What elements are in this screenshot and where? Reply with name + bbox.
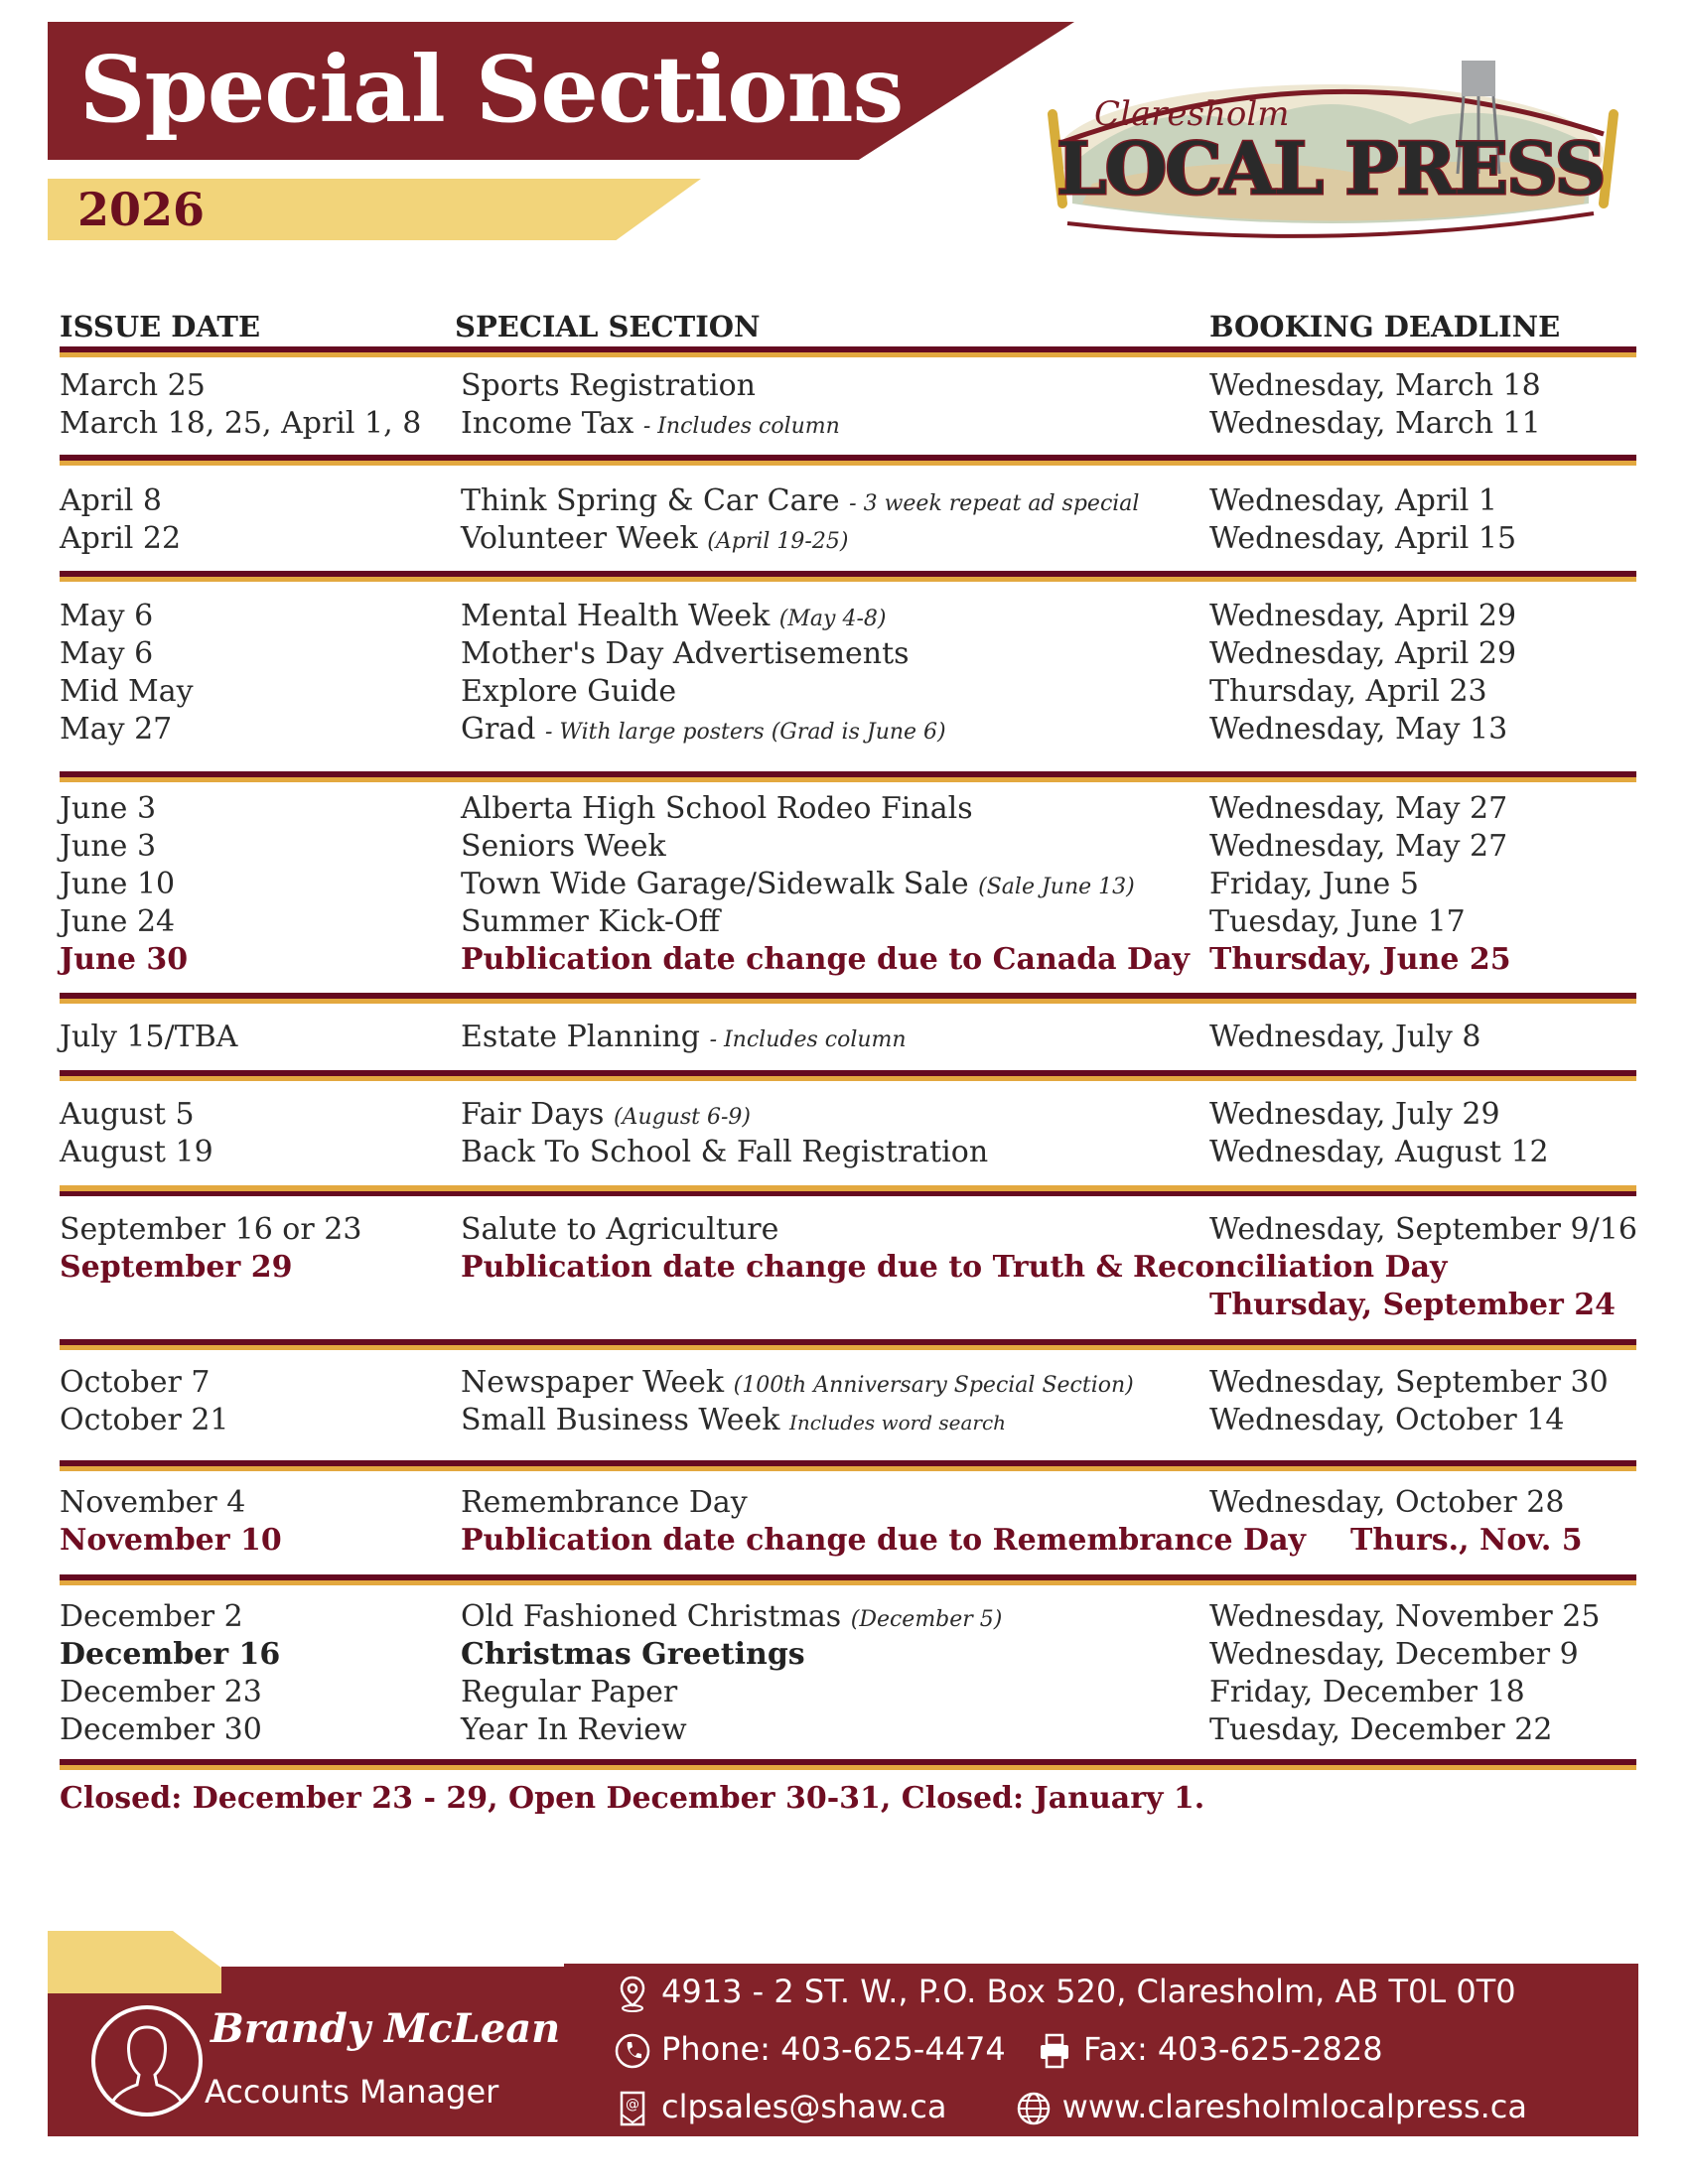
issue-date: October 7 bbox=[60, 1365, 211, 1400]
table-bottom-rule bbox=[60, 1759, 1636, 1770]
booking-deadline: Friday, June 5 bbox=[1209, 867, 1419, 901]
svg-text:@: @ bbox=[626, 2097, 639, 2113]
claresholm-local-press-logo bbox=[1033, 55, 1628, 238]
special-section: Grad - With large posters (Grad is June 6) bbox=[461, 712, 946, 747]
person-avatar-icon bbox=[91, 2005, 203, 2116]
special-section: Explore Guide bbox=[461, 674, 677, 709]
table-row bbox=[0, 405, 1688, 443]
fax-text: Fax: 403-625-2828 bbox=[1082, 2030, 1383, 2068]
special-section: Salute to Agriculture bbox=[461, 1212, 779, 1247]
group-divider bbox=[60, 993, 1636, 1004]
table-row bbox=[0, 866, 1688, 903]
phone-link[interactable]: Phone: 403-625-4474 bbox=[661, 2030, 1006, 2068]
table-row bbox=[0, 598, 1688, 635]
booking-deadline: Wednesday, December 9 bbox=[1209, 1637, 1579, 1672]
fax-icon bbox=[1036, 2031, 1073, 2071]
table-row bbox=[0, 711, 1688, 749]
section-note: (Sale June 13) bbox=[978, 875, 1135, 899]
table-row-date-change bbox=[0, 1249, 1688, 1287]
table-row bbox=[0, 1636, 1688, 1674]
special-section: Remembrance Day bbox=[461, 1485, 748, 1520]
section-note: - Includes column bbox=[642, 414, 840, 439]
booking-deadline: Wednesday, October 14 bbox=[1209, 1403, 1565, 1437]
closed-notice: Closed: December 23 - 29, Open December 30-31, Closed: January 1. bbox=[60, 1781, 1205, 1816]
booking-deadline: Wednesday, July 29 bbox=[1209, 1097, 1500, 1132]
email-web-line bbox=[614, 2087, 1527, 2128]
issue-date: December 2 bbox=[60, 1599, 243, 1634]
issue-date: August 5 bbox=[60, 1097, 195, 1132]
section-note: (December 5) bbox=[850, 1607, 1003, 1632]
booking-deadline: Wednesday, April 15 bbox=[1209, 521, 1517, 556]
phone-fax-line bbox=[614, 2029, 1383, 2071]
issue-date: November 4 bbox=[60, 1485, 246, 1520]
logo-subtitle: Claresholm bbox=[1094, 94, 1290, 134]
issue-date: May 27 bbox=[60, 712, 173, 747]
column-header-booking-deadline: BOOKING DEADLINE bbox=[1209, 310, 1561, 343]
column-header-special-section: SPECIAL SECTION bbox=[455, 310, 761, 343]
website-link[interactable]: www.claresholmlocalpress.ca bbox=[1061, 2088, 1527, 2125]
group-divider bbox=[60, 1339, 1636, 1350]
group-divider bbox=[60, 1185, 1636, 1196]
special-section: Christmas Greetings bbox=[461, 1637, 805, 1672]
group-divider bbox=[60, 771, 1636, 782]
address-line bbox=[614, 1972, 1516, 2013]
booking-deadline: Wednesday, October 28 bbox=[1209, 1485, 1565, 1520]
special-section: Mother's Day Advertisements bbox=[461, 636, 910, 671]
group-divider bbox=[60, 1070, 1636, 1081]
special-section: Old Fashioned Christmas (December 5) bbox=[461, 1599, 1003, 1634]
address-text: 4913 - 2 ST. W., P.O. Box 520, Claresholm, AB T0L 0T0 bbox=[661, 1973, 1516, 2010]
table-row bbox=[0, 1096, 1688, 1134]
booking-deadline: Thurs., Nov. 5 bbox=[1350, 1523, 1583, 1558]
table-row bbox=[0, 1019, 1688, 1056]
table-row bbox=[0, 1364, 1688, 1402]
special-section: Income Tax - Includes column bbox=[461, 406, 840, 441]
special-section: Year In Review bbox=[461, 1712, 687, 1747]
table-row bbox=[0, 1211, 1688, 1249]
booking-deadline: Wednesday, August 12 bbox=[1209, 1135, 1549, 1169]
table-row bbox=[0, 903, 1688, 941]
special-section: Volunteer Week (April 19-25) bbox=[461, 521, 849, 556]
issue-date: March 25 bbox=[60, 368, 206, 403]
special-section: Publication date change due to Remembrance Day bbox=[461, 1523, 1306, 1558]
issue-date: Mid May bbox=[60, 674, 194, 709]
table-row bbox=[0, 1598, 1688, 1636]
table-row bbox=[0, 828, 1688, 866]
booking-deadline: Wednesday, March 11 bbox=[1209, 406, 1541, 441]
table-row-date-change-deadline bbox=[0, 1287, 1688, 1324]
section-note: - Includes column bbox=[709, 1027, 907, 1052]
issue-date: August 19 bbox=[60, 1135, 213, 1169]
booking-deadline: Wednesday, May 13 bbox=[1209, 712, 1508, 747]
issue-date: May 6 bbox=[60, 636, 154, 671]
booking-deadline: Wednesday, May 27 bbox=[1209, 829, 1508, 864]
section-note: Includes word search bbox=[789, 1411, 1007, 1434]
booking-deadline: Wednesday, September 30 bbox=[1209, 1365, 1609, 1400]
table-row bbox=[0, 482, 1688, 520]
booking-deadline: Wednesday, April 29 bbox=[1209, 636, 1517, 671]
group-divider bbox=[60, 571, 1636, 582]
table-row-date-change bbox=[0, 1522, 1688, 1560]
section-note: - 3 week repeat ad special bbox=[849, 491, 1140, 516]
issue-date: December 23 bbox=[60, 1675, 262, 1709]
special-section: Think Spring & Car Care - 3 week repeat ad special bbox=[461, 483, 1140, 518]
issue-date: December 30 bbox=[60, 1712, 262, 1747]
table-row bbox=[0, 673, 1688, 711]
booking-deadline: Thursday, April 23 bbox=[1209, 674, 1487, 709]
issue-date: October 21 bbox=[60, 1403, 229, 1437]
booking-deadline: Tuesday, December 22 bbox=[1209, 1712, 1553, 1747]
group-divider bbox=[60, 455, 1636, 466]
booking-deadline: Wednesday, April 29 bbox=[1209, 599, 1517, 633]
special-section: Publication date change due to Truth & Reconciliation Day bbox=[461, 1250, 1448, 1285]
booking-deadline: Wednesday, July 8 bbox=[1209, 1020, 1481, 1054]
table-row bbox=[0, 1674, 1688, 1711]
issue-date: June 30 bbox=[60, 942, 189, 977]
special-section: Sports Registration bbox=[461, 368, 756, 403]
special-section: Regular Paper bbox=[461, 1675, 678, 1709]
contact-role: Accounts Manager bbox=[205, 2073, 499, 2111]
booking-deadline: Friday, December 18 bbox=[1209, 1675, 1525, 1709]
issue-date: June 3 bbox=[60, 791, 157, 826]
section-note: (April 19-25) bbox=[707, 529, 849, 554]
special-section: Seniors Week bbox=[461, 829, 666, 864]
table-row bbox=[0, 1402, 1688, 1439]
header-rule bbox=[60, 346, 1636, 357]
special-section: Alberta High School Rodeo Finals bbox=[461, 791, 973, 826]
group-divider bbox=[60, 1460, 1636, 1471]
issue-date: November 10 bbox=[60, 1523, 282, 1558]
issue-date: April 8 bbox=[60, 483, 163, 518]
table-row bbox=[0, 367, 1688, 405]
issue-date: September 29 bbox=[60, 1250, 293, 1285]
table-row bbox=[0, 635, 1688, 673]
section-note: (May 4-8) bbox=[778, 607, 887, 631]
booking-deadline: Wednesday, March 18 bbox=[1209, 368, 1541, 403]
booking-deadline: Wednesday, November 25 bbox=[1209, 1599, 1601, 1634]
booking-deadline: Tuesday, June 17 bbox=[1209, 904, 1466, 939]
booking-deadline: Thursday, September 24 bbox=[1209, 1288, 1616, 1322]
table-row bbox=[0, 1711, 1688, 1749]
group-divider bbox=[60, 1574, 1636, 1585]
special-section: Summer Kick-Off bbox=[461, 904, 720, 939]
special-section: Town Wide Garage/Sidewalk Sale (Sale June 13) bbox=[461, 867, 1135, 901]
special-section: Newspaper Week (100th Anniversary Special Section) bbox=[461, 1365, 1134, 1400]
table-row bbox=[0, 1134, 1688, 1171]
section-note: (100th Anniversary Special Section) bbox=[733, 1373, 1134, 1398]
issue-date: December 16 bbox=[60, 1637, 281, 1672]
issue-date: July 15/TBA bbox=[60, 1020, 238, 1054]
special-section: Publication date change due to Canada Day bbox=[461, 942, 1190, 977]
year-label: 2026 bbox=[77, 183, 206, 236]
issue-date: June 3 bbox=[60, 829, 157, 864]
table-row bbox=[0, 520, 1688, 558]
issue-date: May 6 bbox=[60, 599, 154, 633]
table-row bbox=[0, 1484, 1688, 1522]
issue-date: June 10 bbox=[60, 867, 176, 901]
email-icon bbox=[614, 2089, 651, 2128]
issue-date: April 22 bbox=[60, 521, 182, 556]
section-note: (August 6-9) bbox=[613, 1105, 751, 1130]
special-section: Mental Health Week (May 4-8) bbox=[461, 599, 887, 633]
booking-deadline: Thursday, June 25 bbox=[1209, 942, 1511, 977]
issue-date: September 16 or 23 bbox=[60, 1212, 362, 1247]
map-pin-icon bbox=[614, 1974, 651, 2013]
booking-deadline: Wednesday, April 1 bbox=[1209, 483, 1497, 518]
logo-title: LOCAL PRESS bbox=[1056, 126, 1605, 210]
section-note: - With large posters (Grad is June 6) bbox=[544, 720, 946, 745]
booking-deadline: Wednesday, September 9/16 bbox=[1209, 1212, 1637, 1247]
special-section: Fair Days (August 6-9) bbox=[461, 1097, 751, 1132]
booking-deadline: Wednesday, May 27 bbox=[1209, 791, 1508, 826]
special-section: Small Business Week Includes word search bbox=[461, 1403, 1007, 1437]
special-section: Estate Planning - Includes column bbox=[461, 1020, 907, 1054]
issue-date: March 18, 25, April 1, 8 bbox=[60, 406, 422, 441]
special-section: Back To School & Fall Registration bbox=[461, 1135, 989, 1169]
page-title: Special Sections bbox=[79, 36, 904, 143]
email-link[interactable]: clpsales@shaw.ca bbox=[661, 2088, 947, 2125]
contact-name: Brandy McLean bbox=[211, 2005, 561, 2052]
table-row-date-change bbox=[0, 941, 1688, 979]
issue-date: June 24 bbox=[60, 904, 176, 939]
column-header-issue-date: ISSUE DATE bbox=[60, 310, 261, 343]
globe-icon bbox=[1015, 2089, 1053, 2128]
phone-icon bbox=[614, 2031, 651, 2071]
table-row bbox=[0, 790, 1688, 828]
